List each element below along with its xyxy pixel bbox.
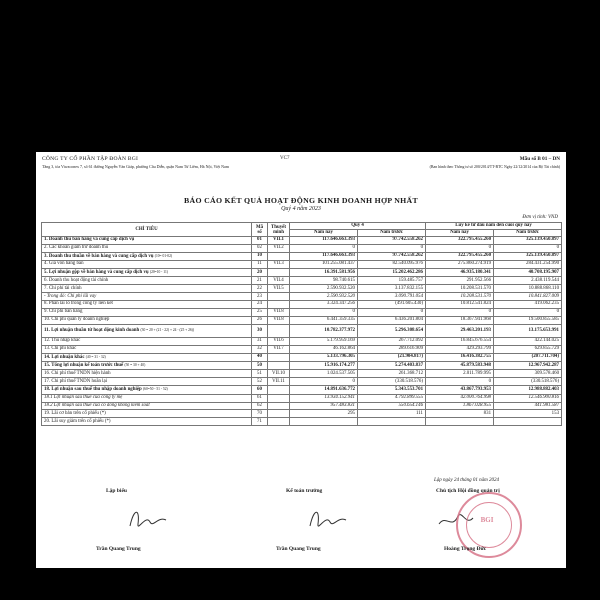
- row-q-last-year: 0: [358, 244, 426, 252]
- row-code: 30: [252, 324, 268, 337]
- row-label: 17. Chi phí thuế TNDN hoãn lại: [42, 378, 252, 386]
- row-y-this-year: 429.293.799: [426, 345, 494, 353]
- preparer-title: Lập biểu: [106, 488, 127, 494]
- preparer-name: Trần Quang Trung: [96, 546, 141, 552]
- table-row: [42, 353, 562, 361]
- table-row: [42, 337, 562, 345]
- row-q-this-year: 14.891.636.772: [290, 386, 358, 394]
- row-label: 10. Chi phí quản lý doanh nghiệp: [42, 316, 252, 324]
- table-row: [42, 394, 562, 402]
- row-y-this-year: 10.812.541.824: [426, 301, 494, 309]
- chair-name: Hoàng Trọng Đức: [444, 546, 487, 552]
- row-note: [268, 386, 290, 394]
- row-q-last-year: 111: [358, 410, 426, 418]
- row-q-last-year: 261.368.712: [358, 370, 426, 378]
- accountant-signature: [306, 504, 351, 534]
- row-q-this-year: 15.916.174.277: [290, 362, 358, 370]
- col-item: CHỈ TIÊU: [42, 223, 252, 237]
- row-code: 51: [252, 370, 268, 378]
- row-note: VII.5: [268, 285, 290, 293]
- row-code: 60: [252, 386, 268, 394]
- form-number: Mẫu số B 01 – DN: [519, 156, 560, 162]
- row-y-this-year: 0: [426, 244, 494, 252]
- row-note: [268, 394, 290, 402]
- row-label: 20. Lãi suy giảm trên cổ phiếu (*): [42, 418, 252, 426]
- row-q-last-year: 550.654.146: [358, 402, 426, 410]
- row-q-last-year: 159.485.757: [358, 277, 426, 285]
- report-period: Quý 4 năm 2023: [281, 206, 321, 212]
- row-note: VII.3: [268, 261, 290, 269]
- row-note: [268, 418, 290, 426]
- row-note: VII.4: [268, 277, 290, 285]
- row-q-last-year: 0: [358, 309, 426, 317]
- row-y-last-year: 12.546.900.816: [494, 394, 562, 402]
- row-y-last-year: 19.500.855.585: [494, 316, 562, 324]
- row-q-last-year: 97.742.558.262: [358, 252, 426, 260]
- row-code: 52: [252, 378, 268, 386]
- row-label: 18.2 Lợi nhuận sau thuế của cổ đông không kiểm soát: [42, 402, 252, 410]
- row-code: 20: [252, 269, 268, 277]
- row-code: 02: [252, 244, 268, 252]
- currency-unit: Đơn vị tính: VND: [522, 215, 558, 220]
- row-q-this-year: 46.162.864: [290, 345, 358, 353]
- col-q-this-year: Năm nay: [290, 230, 358, 237]
- row-y-last-year: 12.988.882.403: [494, 386, 562, 394]
- stock-code: VC7: [280, 156, 290, 161]
- row-q-this-year: 2.590.932.520: [290, 293, 358, 301]
- row-q-last-year: 3.137.832.155: [358, 285, 426, 293]
- company-address: Tầng 3, tòa Viwaconex 7, số 61 đường Nguyễn Văn Giáp, phường Cầu Diễn, quận Nam Từ Liêm, Hà Nội, Việt Nam: [42, 164, 229, 169]
- row-code: 25: [252, 309, 268, 317]
- table-row: [42, 402, 562, 410]
- row-note: [268, 324, 290, 337]
- row-y-last-year: 153: [494, 410, 562, 418]
- row-y-this-year: 46.935.180.341: [426, 269, 494, 277]
- row-y-last-year: [494, 418, 562, 426]
- table-row: [42, 362, 562, 370]
- row-y-last-year: 325.139.450.897: [494, 252, 562, 260]
- row-y-this-year: 275.860.274.919: [426, 261, 494, 269]
- row-q-this-year: 117.646.663.393: [290, 252, 358, 260]
- income-statement-table: [41, 222, 562, 426]
- row-y-last-year: 441.981.587: [494, 402, 562, 410]
- row-label: - Trong đó: Chi phí lãi vay: [42, 293, 252, 301]
- row-note: VII.7: [268, 345, 290, 353]
- row-q-last-year: 97.742.558.262: [358, 237, 426, 245]
- row-note: VII.8: [268, 309, 290, 317]
- row-q-this-year: 957.483.831: [290, 402, 358, 410]
- table-row: [42, 410, 562, 418]
- row-label: 18. Lợi nhuận sau thuế thu nhập doanh nghiệp (60=50 - 51 - 52): [42, 386, 252, 394]
- table-row: [42, 309, 562, 317]
- row-note: [268, 353, 290, 361]
- row-q-last-year: (330.518.576): [358, 378, 426, 386]
- row-y-last-year: 40.708.195.907: [494, 269, 562, 277]
- row-q-this-year: 3.324.347.256: [290, 301, 358, 309]
- table-row: [42, 324, 562, 337]
- row-y-this-year: 16.416.382.755: [426, 353, 494, 361]
- row-y-last-year: 0: [494, 244, 562, 252]
- row-q-this-year: 6.441.359.335: [290, 316, 358, 324]
- row-y-this-year: 18.367.941.968: [426, 316, 494, 324]
- row-label: 3. Doanh thu thuần về bán hàng và cung cấp dịch vụ (10= 01-02): [42, 252, 252, 260]
- row-note: [268, 410, 290, 418]
- row-label: 8. Phần lãi lỗ trong công ty liên kết: [42, 301, 252, 309]
- row-q-this-year: 5.179.959.169: [290, 337, 358, 345]
- row-y-last-year: 10.888.868.110: [494, 285, 562, 293]
- row-q-last-year: 267.712.092: [358, 337, 426, 345]
- row-code: 70: [252, 410, 268, 418]
- col-note: Thuyết minh: [268, 223, 290, 237]
- row-q-last-year: [358, 418, 426, 426]
- row-code: 21: [252, 277, 268, 285]
- row-code: 31: [252, 337, 268, 345]
- table-row: [42, 261, 562, 269]
- row-note: [268, 362, 290, 370]
- row-label: 16. Chi phí thuế TNDN hiện hành: [42, 370, 252, 378]
- row-q-last-year: 5.274.403.837: [358, 362, 426, 370]
- row-q-this-year: 16.391.581.956: [290, 269, 358, 277]
- chair-title: Chủ tịch Hội đồng quản trị: [436, 488, 500, 494]
- row-q-this-year: 117.646.663.393: [290, 237, 358, 245]
- table-row: [42, 316, 562, 324]
- row-code: 10: [252, 252, 268, 260]
- row-y-last-year: 13.175.653.991: [494, 324, 562, 337]
- row-q-last-year: (491.605.430): [358, 301, 426, 309]
- row-q-last-year: 3.090.791.054: [358, 293, 426, 301]
- table-row: [42, 285, 562, 293]
- row-y-this-year: 42.000.764.998: [426, 394, 494, 402]
- row-y-this-year: 1.867.028.955: [426, 402, 494, 410]
- circular-note: (Ban hành theo Thông tư số 200/2014/TT-BTC Ngày 22/12/2014 của Bộ Tài chính): [429, 165, 560, 169]
- row-note: VII.8: [268, 316, 290, 324]
- table-row: [42, 237, 562, 245]
- row-q-last-year: 82.540.095.976: [358, 261, 426, 269]
- row-y-last-year: (330.518.576): [494, 378, 562, 386]
- row-note: [268, 301, 290, 309]
- row-y-this-year: 2.011.789.995: [426, 370, 494, 378]
- row-y-last-year: (207.711.704): [494, 353, 562, 361]
- row-y-this-year: 10.208.531.570: [426, 285, 494, 293]
- row-y-this-year: 831: [426, 410, 494, 418]
- row-q-last-year: (21.904.817): [358, 353, 426, 361]
- row-q-this-year: 0: [290, 309, 358, 317]
- col-y-last-year: Năm trước: [494, 230, 562, 237]
- table-row: [42, 277, 562, 285]
- row-note: [268, 269, 290, 277]
- row-q-this-year: 0: [290, 378, 358, 386]
- row-y-last-year: 10.841.827.009: [494, 293, 562, 301]
- company-name: CÔNG TY CỔ PHẦN TẬP ĐOÀN BGI: [42, 156, 139, 162]
- table-row: [42, 301, 562, 309]
- table-row: [42, 345, 562, 353]
- row-label: 13. Chi phí khác: [42, 345, 252, 353]
- row-y-this-year: 322.795.455.260: [426, 252, 494, 260]
- row-q-this-year: 10.782.377.972: [290, 324, 358, 337]
- row-y-this-year: 43.867.793.953: [426, 386, 494, 394]
- row-code: 26: [252, 316, 268, 324]
- row-note: VII.1: [268, 237, 290, 245]
- row-label: 1. Doanh thu bán hàng và cung cấp dịch vụ: [42, 237, 252, 245]
- row-q-last-year: 15.202.462.286: [358, 269, 426, 277]
- row-q-last-year: 5.343.553.701: [358, 386, 426, 394]
- row-y-last-year: 422.144.025: [494, 337, 562, 345]
- accountant-title: Kế toán trưởng: [286, 488, 323, 494]
- row-y-last-year: 629.855.729: [494, 345, 562, 353]
- row-note: [268, 402, 290, 410]
- row-q-this-year: 295: [290, 410, 358, 418]
- table-row: [42, 378, 562, 386]
- row-y-last-year: 284.431.254.990: [494, 261, 562, 269]
- row-q-this-year: 2.590.932.520: [290, 285, 358, 293]
- report-page: [36, 152, 566, 568]
- row-q-this-year: 101.255.081.437: [290, 261, 358, 269]
- row-y-this-year: 16.845.676.554: [426, 337, 494, 345]
- col-q-last-year: Năm trước: [358, 230, 426, 237]
- col-quarter: Quý 4: [290, 223, 426, 230]
- row-y-last-year: 419.062.235: [494, 301, 562, 309]
- row-y-last-year: 2.438.119.544: [494, 277, 562, 285]
- row-code: 40: [252, 353, 268, 361]
- preparer-signature: [126, 504, 171, 534]
- table-body: [42, 237, 562, 426]
- accountant-name: Trần Quang Trung: [276, 546, 321, 552]
- row-code: 23: [252, 293, 268, 301]
- row-q-this-year: [290, 418, 358, 426]
- row-label: 6. Doanh thu hoạt động tài chính: [42, 277, 252, 285]
- row-label: 19. Lãi cơ bản trên cổ phiếu (*): [42, 410, 252, 418]
- col-y-this-year: Năm nay: [426, 230, 494, 237]
- row-q-last-year: 289.616.909: [358, 345, 426, 353]
- row-code: 62: [252, 402, 268, 410]
- table-row: [42, 370, 562, 378]
- row-q-last-year: 4.792.899.555: [358, 394, 426, 402]
- sign-date: Lập ngày 24 tháng 01 năm 2024: [434, 478, 499, 483]
- row-code: 22: [252, 285, 268, 293]
- row-label: 12. Thu nhập khác: [42, 337, 252, 345]
- table-row: [42, 244, 562, 252]
- row-label: 14. Lợi nhuận khác (40 = 31 - 32): [42, 353, 252, 361]
- col-ytd: Lũy kế từ đầu năm đến cuối quý này: [426, 223, 562, 230]
- row-q-this-year: 0: [290, 244, 358, 252]
- row-note: VII.11: [268, 378, 290, 386]
- row-label: 15. Tổng lợi nhuận kế toán trước thuế (50 = 30 + 40): [42, 362, 252, 370]
- row-code: 50: [252, 362, 268, 370]
- row-q-this-year: 5.133.796.305: [290, 353, 358, 361]
- row-y-last-year: 0: [494, 309, 562, 317]
- table-row: [42, 386, 562, 394]
- row-y-last-year: 12.967.942.287: [494, 362, 562, 370]
- row-q-this-year: 13.934.152.941: [290, 394, 358, 402]
- row-label: 11. Lợi nhuận thuần từ hoạt động kinh doanh (30 = 20 + (21 - 22) + 24 - (25 + 26)): [42, 324, 252, 337]
- table-row: [42, 252, 562, 260]
- row-y-this-year: [426, 418, 494, 426]
- row-code: 01: [252, 237, 268, 245]
- row-code: 71: [252, 418, 268, 426]
- row-label: 9. Chi phí bán hàng: [42, 309, 252, 317]
- row-code: 11: [252, 261, 268, 269]
- row-y-this-year: 10.208.531.570: [426, 293, 494, 301]
- stamp-logo: BGI: [480, 516, 494, 524]
- row-code: 32: [252, 345, 268, 353]
- row-note: [268, 252, 290, 260]
- row-q-last-year: 5.296.308.654: [358, 324, 426, 337]
- row-y-this-year: 291.952.566: [426, 277, 494, 285]
- row-y-this-year: 29.463.201.193: [426, 324, 494, 337]
- row-q-this-year: 98.740.615: [290, 277, 358, 285]
- row-label: 4. Giá vốn hàng bán: [42, 261, 252, 269]
- row-label: 18.1 Lợi nhuận sau thuế của công ty mẹ: [42, 394, 252, 402]
- row-note: VII.10: [268, 370, 290, 378]
- row-code: 24: [252, 301, 268, 309]
- table-row: [42, 418, 562, 426]
- row-y-last-year: 325.139.450.897: [494, 237, 562, 245]
- row-q-this-year: 1.024.537.505: [290, 370, 358, 378]
- table-row: [42, 269, 562, 277]
- report-title: BÁO CÁO KẾT QUẢ HOẠT ĐỘNG KINH DOANH HỢP NHẤT: [184, 196, 418, 205]
- row-note: VII.2: [268, 244, 290, 252]
- row-code: 61: [252, 394, 268, 402]
- row-label: 5. Lợi nhuận gộp về bán hàng và cung cấp dịch vụ (20=10 - 11): [42, 269, 252, 277]
- row-y-this-year: 0: [426, 378, 494, 386]
- row-y-this-year: 45.879.583.948: [426, 362, 494, 370]
- row-note: [268, 293, 290, 301]
- row-note: VII.6: [268, 337, 290, 345]
- row-label: 2. Các khoản giảm trừ doanh thu: [42, 244, 252, 252]
- table-row: [42, 293, 562, 301]
- row-y-this-year: 322.795.455.260: [426, 237, 494, 245]
- row-y-this-year: 0: [426, 309, 494, 317]
- row-label: 7. Chi phí tài chính: [42, 285, 252, 293]
- row-q-last-year: 6.436.201.804: [358, 316, 426, 324]
- col-code: Mã số: [252, 223, 268, 237]
- row-y-last-year: 309.578.460: [494, 370, 562, 378]
